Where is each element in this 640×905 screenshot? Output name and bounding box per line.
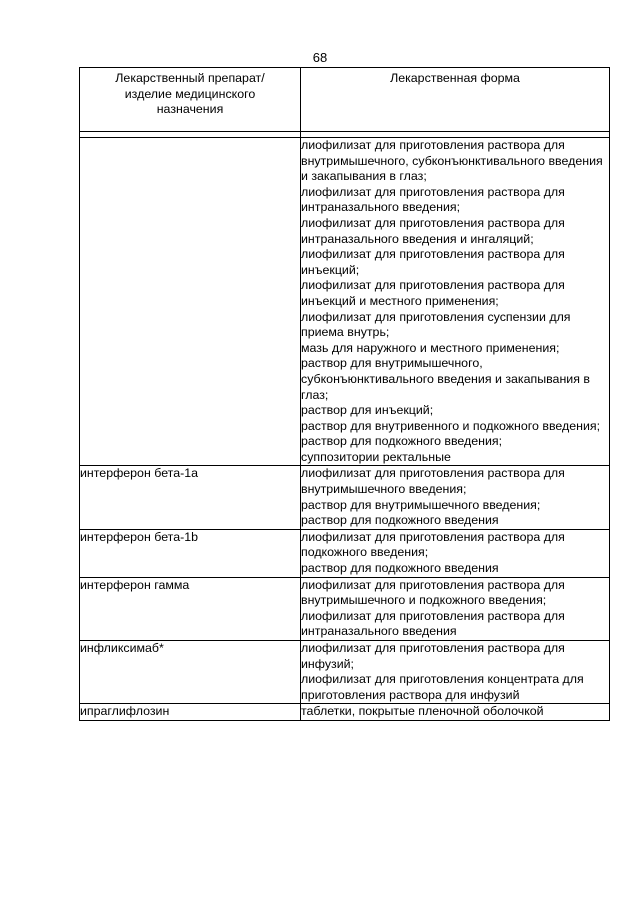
dosage-form-item: раствор для внутривенного и подкожного введения; bbox=[301, 418, 601, 433]
dosage-forms-cell bbox=[301, 466, 610, 529]
dosage-form-item: таблетки, покрытые пленочной оболочкой bbox=[301, 704, 544, 719]
dosage-form-item: лиофилизат для приготовления раствора для внутримышечного и подкожного введения; bbox=[301, 577, 565, 608]
header-dosage-form bbox=[301, 68, 610, 132]
table-body bbox=[80, 138, 610, 721]
drug-name: ипраглифлозин bbox=[80, 704, 170, 719]
table-header-row bbox=[80, 68, 610, 132]
drug-name: инфликсимаб* bbox=[80, 641, 164, 655]
dosage-form-item: лиофилизат для приготовления раствора для инъекций и местного применения; bbox=[301, 278, 565, 308]
dosage-forms-cell bbox=[301, 577, 610, 640]
drug-name-cell bbox=[80, 704, 301, 721]
drug-name-cell bbox=[80, 466, 301, 529]
dosage-form-item: лиофилизат для приготовления суспензии для приема внутрь; bbox=[301, 309, 571, 340]
dosage-form-item: раствор для подкожного введения bbox=[301, 513, 499, 528]
dosage-form-item: лиофилизат для приготовления раствора для внутримышечного, субконъюнктивального введения и закапывания в глаз; bbox=[301, 138, 603, 184]
header-drug-name-text: Лекарственный препарат/ изделие медицинского назначения bbox=[115, 71, 265, 117]
dosage-forms-cell bbox=[301, 704, 610, 721]
drug-name-cell bbox=[80, 138, 301, 466]
drug-name: интерферон гамма bbox=[80, 577, 190, 592]
dosage-form-item: раствор для внутримышечного введения; bbox=[301, 497, 541, 512]
table-row bbox=[80, 138, 610, 466]
dosage-form-item: раствор для подкожного введения bbox=[301, 561, 499, 576]
table-row bbox=[80, 704, 610, 721]
drug-forms-table bbox=[79, 67, 610, 721]
drug-name: интерферон бета-1a bbox=[80, 466, 199, 481]
table-row bbox=[80, 466, 610, 529]
table-row bbox=[80, 641, 610, 704]
table-row bbox=[80, 577, 610, 640]
dosage-form-item: лиофилизат для приготовления раствора для инфузий; bbox=[301, 641, 565, 671]
dosage-forms-cell bbox=[301, 529, 610, 577]
header-dosage-form-text: Лекарственная форма bbox=[390, 71, 520, 85]
dosage-form-item: лиофилизат для приготовления раствора для инъекций; bbox=[301, 247, 565, 277]
dosage-forms-cell bbox=[301, 641, 610, 704]
dosage-form-item: лиофилизат для приготовления раствора для интраназального введения; bbox=[301, 184, 565, 215]
drug-name-cell bbox=[80, 641, 301, 704]
drug-name-cell bbox=[80, 577, 301, 640]
dosage-form-item: лиофилизат для приготовления раствора для внутримышечного введения; bbox=[301, 466, 565, 497]
header-drug-name bbox=[80, 68, 301, 132]
page-number: 68 bbox=[312, 50, 328, 65]
dosage-form-item: лиофилизат для приготовления концентрата для приготовления раствора для инфузий bbox=[301, 672, 584, 702]
dosage-form-item: раствор для подкожного введения; bbox=[301, 434, 503, 449]
dosage-form-item: лиофилизат для приготовления раствора для интраназального введения и ингаляций; bbox=[301, 215, 565, 246]
table-row bbox=[80, 529, 610, 577]
dosage-form-item: суппозитории ректальные bbox=[301, 449, 451, 464]
dosage-form-item: мазь для наружного и местного применения; bbox=[301, 340, 560, 355]
drug-name-cell bbox=[80, 529, 301, 577]
dosage-form-item: лиофилизат для приготовления раствора для интраназального введения bbox=[301, 608, 565, 639]
dosage-form-item: раствор для внутримышечного, субконъюнктивального введения и закапывания в глаз; bbox=[301, 356, 590, 402]
drug-name: интерферон бета-1b bbox=[80, 529, 199, 544]
dosage-form-item: раствор для инъекций; bbox=[301, 403, 434, 418]
dosage-forms-cell bbox=[301, 138, 610, 466]
dosage-form-item: лиофилизат для приготовления раствора для подкожного введения; bbox=[301, 529, 565, 560]
